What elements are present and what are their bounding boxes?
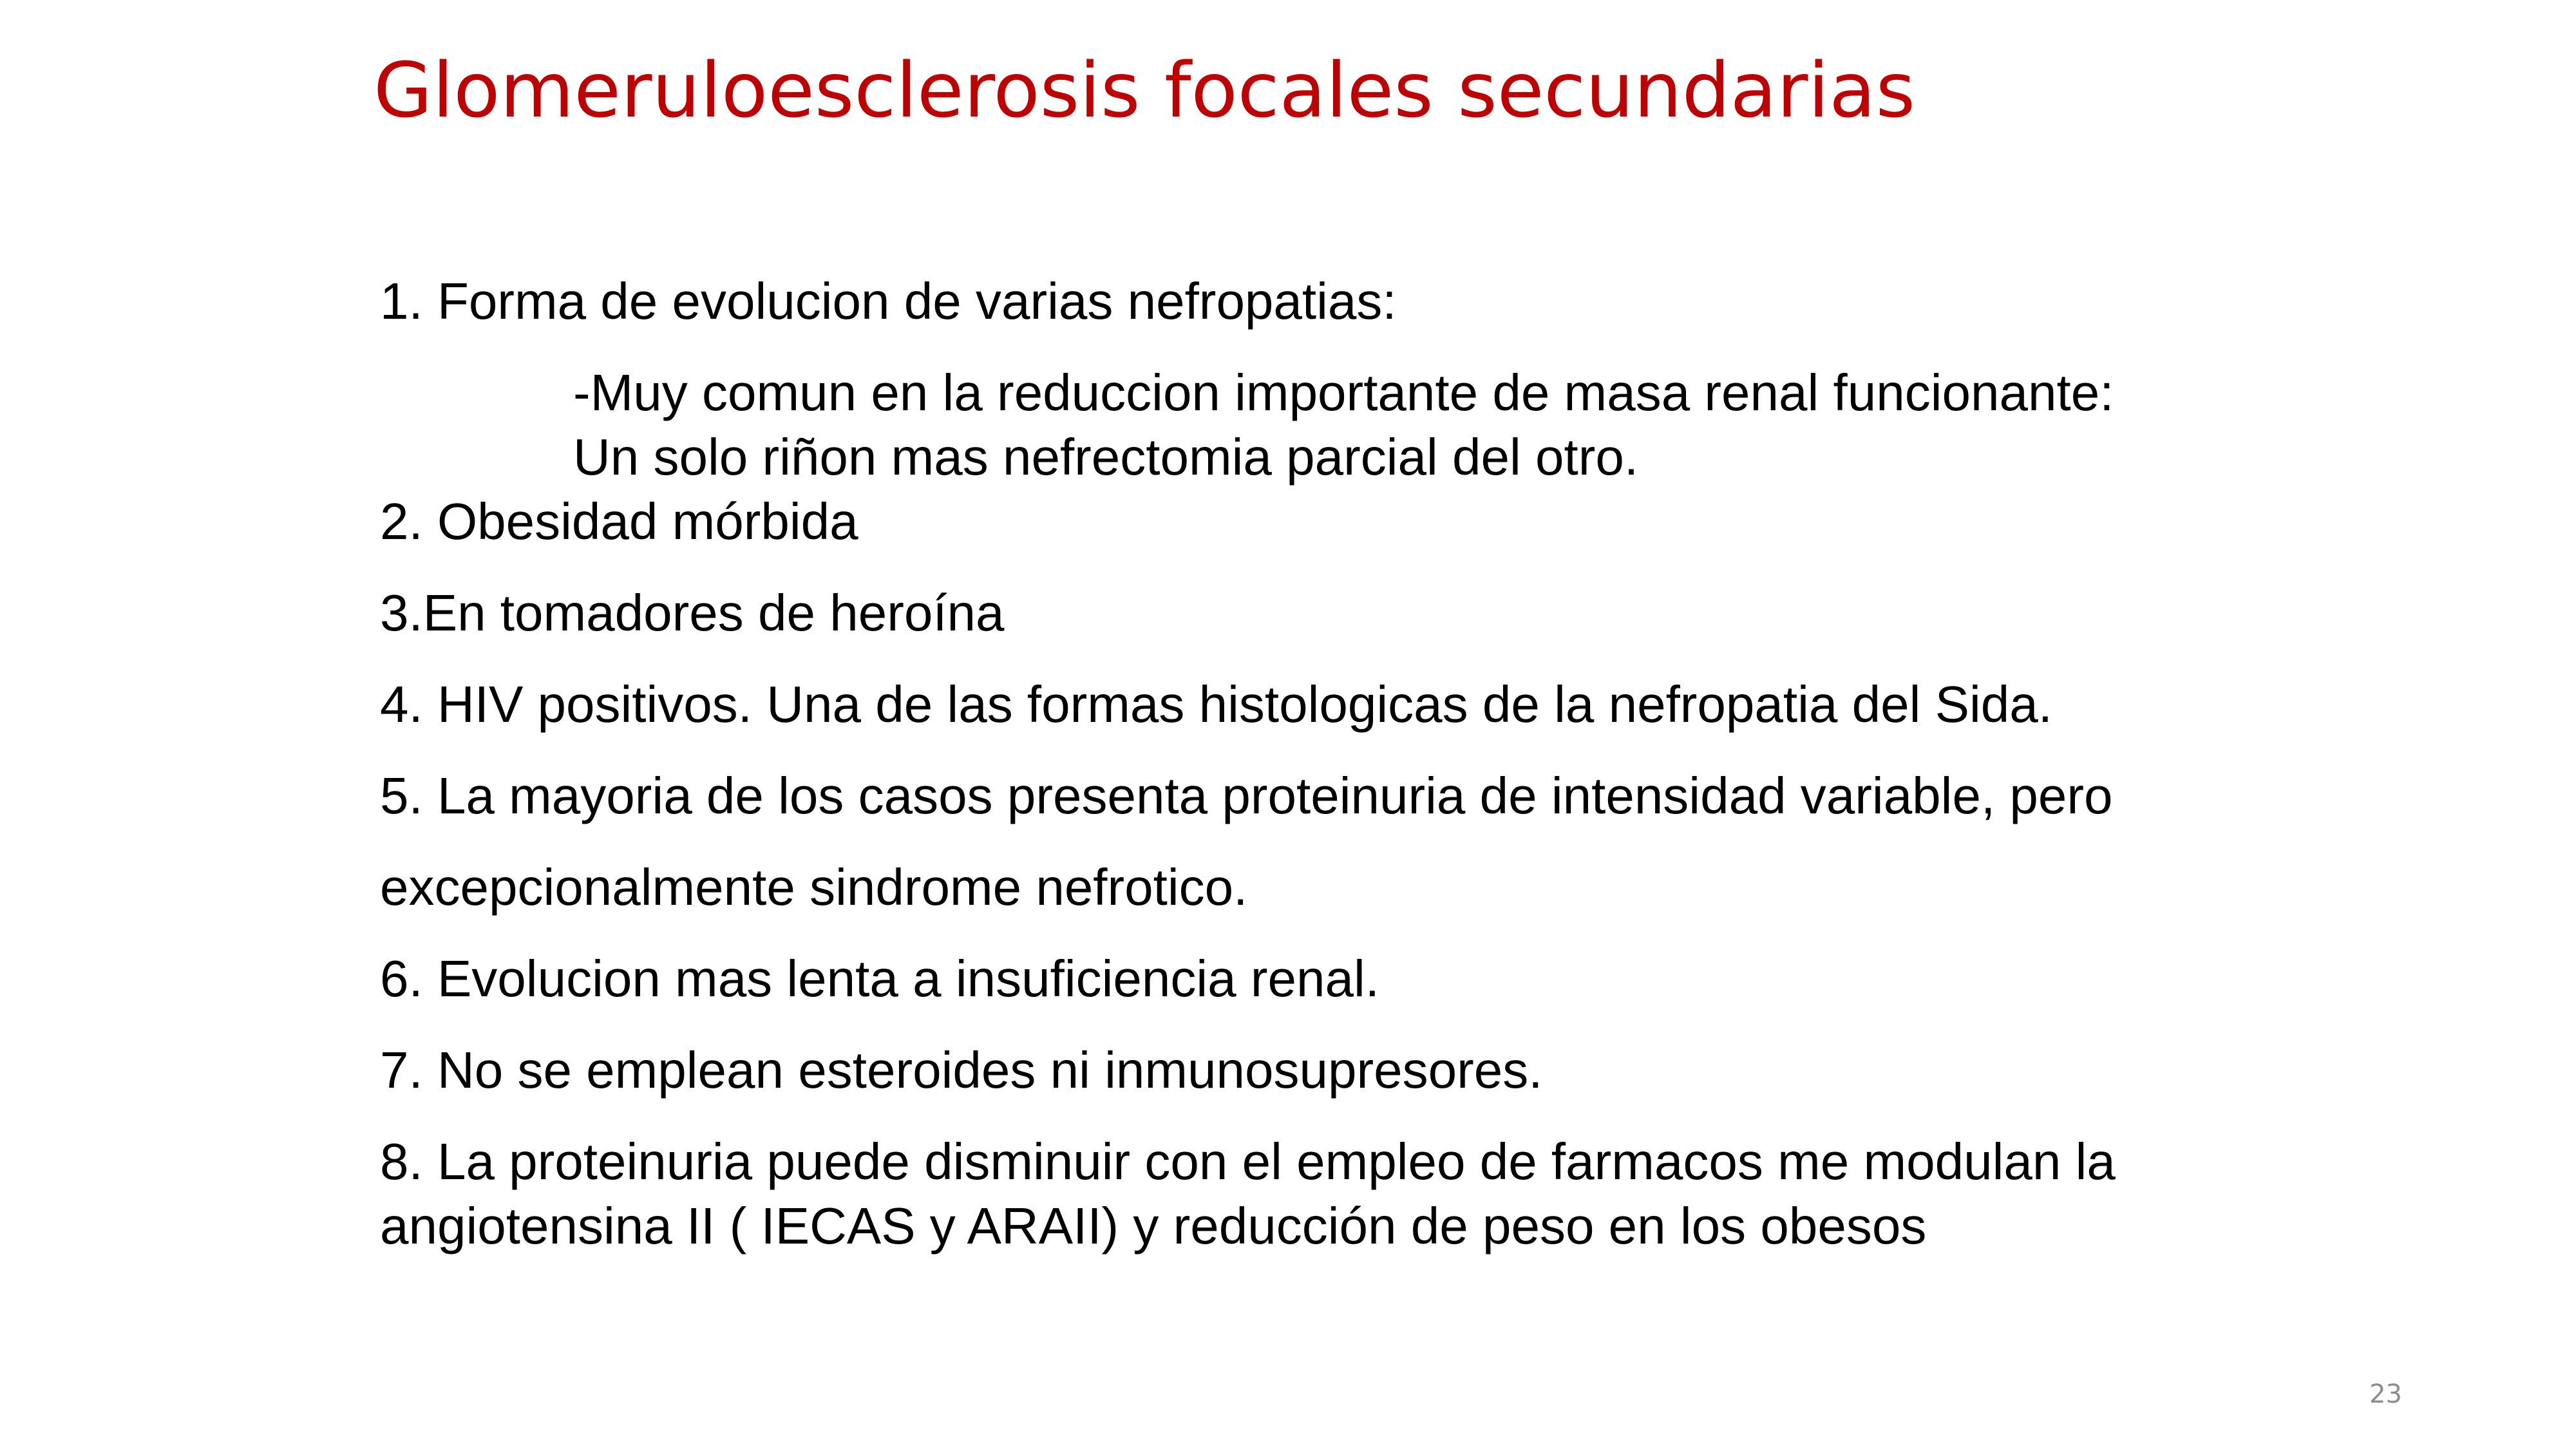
- slide-content: [380, 269, 2376, 1258]
- list-item-2: 2. Obesidad mórbida: [380, 493, 858, 550]
- list-item-5-line-1: 5. La mayoria de los casos presenta proteinuria de intensidad variable, pero: [380, 767, 2113, 824]
- list-item-5-line-2: excepcionalmente sindrome nefrotico.: [380, 858, 1248, 916]
- list-item-8-line-2: angiotensina II ( IECAS y ARAII) y reducción de peso en los obesos: [380, 1197, 1927, 1255]
- list-item-8-line-1: 8. La proteinuria puede disminuir con el empleo de farmacos me modulan la: [380, 1133, 2116, 1190]
- list-item-1: 1. Forma de evolucion de varias nefropatias:: [380, 272, 1397, 330]
- list-item-7: 7. No se emplean esteroides ni inmunosupresores.: [380, 1041, 1543, 1099]
- sub-item-line-1: -Muy comun en la reduccion importante de masa renal funcionante:: [573, 364, 2114, 421]
- list-item-3: 3.En tomadores de heroína: [380, 584, 1005, 641]
- sub-item-line-2: Un solo riñon mas nefrectomia parcial del otro.: [573, 428, 1639, 486]
- list-item-4: 4. HIV positivos. Una de las formas histologicas de la nefropatia del Sida.: [380, 676, 2052, 733]
- slide-title: Glomeruloesclerosis focales secundarias: [374, 46, 1916, 135]
- list-item-6: 6. Evolucion mas lenta a insuficiencia renal.: [380, 950, 1379, 1007]
- page-number: 23: [2369, 1379, 2402, 1409]
